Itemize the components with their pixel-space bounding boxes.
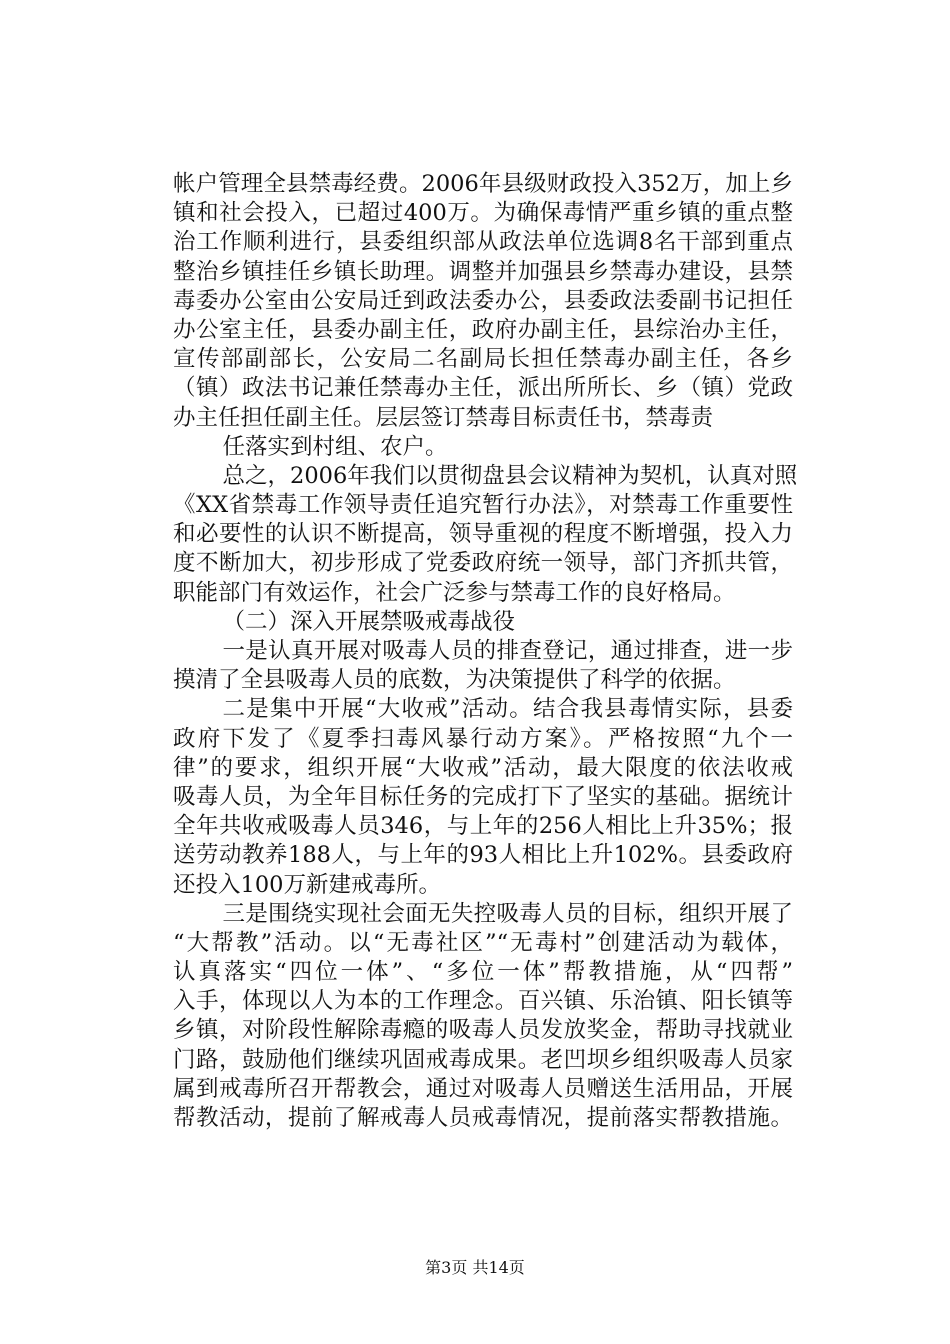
section-heading: （二）深入开展禁吸戒毒战役	[222, 608, 516, 635]
text-line-11: 总之，2006年我们以贯彻盘县会议精神为契机，认真对照	[222, 462, 798, 489]
text-line-12: 《XX省禁毒工作领导责任追究暂行办法》，对禁毒工作重要性	[173, 492, 793, 519]
text-line-25: 还投入100万新建戒毒所。	[173, 871, 441, 898]
text-line-27: “大帮教”活动。以“无毒社区”“无毒村”创建活动为载体，	[173, 929, 793, 956]
text-line-2: 镇和社会投入，已超过400万。为确保毒情严重乡镇的重点整	[173, 200, 793, 227]
text-line-28: 认真落实“四位一体”、“多位一体”帮教措施，从“四帮”	[173, 959, 793, 986]
text-line-5: 毒委办公室由公安局迁到政法委办公，县委政法委副书记担任	[173, 287, 793, 314]
text-line-20: 政府下发了《夏季扫毒风暴行动方案》。严格按照“九个一	[173, 725, 793, 752]
text-line-1: 帐户管理全县禁毒经费。2006年县级财政投入352万，加上乡	[173, 171, 793, 197]
text-line-14: 度不断加大，初步形成了党委政府统一领导，部门齐抓共管，	[173, 550, 793, 577]
text-line-17: 一是认真开展对吸毒人员的排查登记，通过排查，进一步	[222, 638, 793, 664]
text-line-4: 整治乡镇挂任乡镇长助理。调整并加强县乡禁毒办建设，县禁	[173, 258, 793, 285]
text-line-10: 任落实到村组、农户。	[222, 433, 448, 460]
text-line-31: 门路，鼓励他们继续巩固戒毒成果。老凹坝乡组织吸毒人员家	[173, 1046, 793, 1073]
text-line-22: 吸毒人员，为全年目标任务的完成打下了坚实的基础。据统计	[173, 783, 793, 810]
text-line-33: 帮教活动，提前了解戒毒人员戒毒情况，提前落实帮教措施。	[173, 1105, 793, 1131]
body-text	[173, 170, 798, 1133]
text-line-23: 全年共收戒吸毒人员346，与上年的256人相比上升35%；报	[173, 813, 793, 840]
text-line-21: 律”的要求，组织开展“大收戒”活动，最大限度的依法收戒	[173, 754, 793, 781]
text-line-6: 办公室主任，县委办副主任，政府办副主任，县综治办主任，	[173, 316, 793, 343]
page-footer: 第3页 共14页	[425, 1258, 525, 1277]
text-line-32: 属到戒毒所召开帮教会，通过对吸毒人员赠送生活用品，开展	[173, 1075, 793, 1102]
text-line-3: 治工作顺利进行，县委组织部从政法单位选调8名干部到重点	[173, 229, 793, 256]
text-line-24: 送劳动教养188人，与上年的93人相比上升102%。县委政府	[173, 842, 793, 869]
text-line-26: 三是围绕实现社会面无失控吸毒人员的目标，组织开展了	[222, 900, 793, 927]
text-line-19: 二是集中开展“大收戒”活动。结合我县毒情实际，县委	[222, 696, 793, 723]
text-line-13: 和必要性的认识不断提高，领导重视的程度不断增强，投入力	[173, 521, 793, 548]
text-line-30: 乡镇，对阶段性解除毒瘾的吸毒人员发放奖金，帮助寻找就业	[173, 1017, 793, 1044]
text-line-29: 入手，体现以人为本的工作理念。百兴镇、乐治镇、阳长镇等	[173, 988, 793, 1015]
text-line-18: 摸清了全县吸毒人员的底数，为决策提供了科学的依据。	[173, 667, 736, 694]
text-line-15: 职能部门有效运作，社会广泛参与禁毒工作的良好格局。	[173, 579, 736, 606]
text-line-7: 宣传部副部长，公安局二名副局长担任禁毒办副主任，各乡	[173, 346, 793, 373]
text-line-9: 办主任担任副主任。层层签订禁毒目标责任书，禁毒责	[173, 404, 714, 431]
text-line-8: （镇）政法书记兼任禁毒办主任，派出所所长、乡（镇）党政	[173, 375, 793, 402]
